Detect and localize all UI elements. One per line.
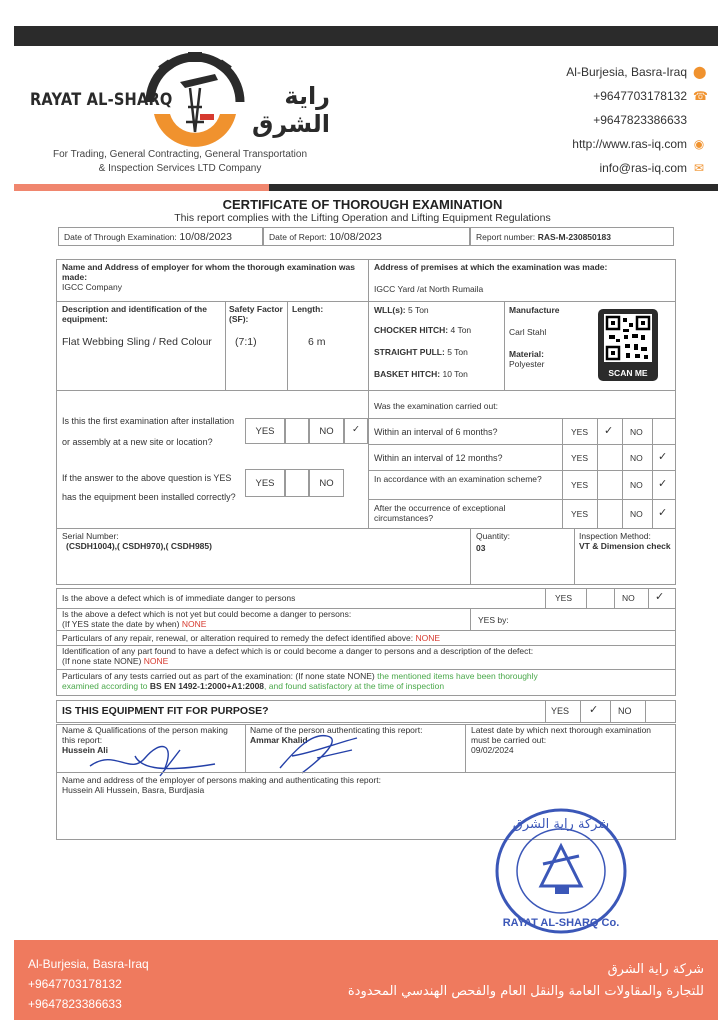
first-exam-no-check[interactable]: [344, 418, 368, 444]
wll-value: 5 Ton: [408, 305, 429, 315]
next-exam-label: Latest date by which next thorough examination must be carried out:: [471, 725, 652, 745]
vline-mid: [368, 259, 369, 400]
hline-int-0: [368, 418, 676, 419]
company-tagline: [30, 148, 330, 176]
exceptional-no-check[interactable]: ✓: [658, 507, 668, 519]
phone-icon: ☎: [693, 89, 708, 103]
question-exceptional: After the occurrence of exceptional circumstances?: [374, 503, 506, 523]
vline-fit-yes: [545, 700, 546, 723]
length-value: 6 m: [308, 336, 326, 348]
wll-label: WLL(s):: [374, 305, 406, 315]
vline-def-nocheck: [648, 588, 649, 608]
material-label: Material:: [509, 349, 544, 359]
phone-2-text: +9647823386633: [593, 113, 687, 127]
vline-no-check: [652, 418, 653, 528]
defect-future-line-2: (If YES state the date by when): [62, 619, 180, 629]
vline-fit-nocheck: [645, 700, 646, 723]
tests-block: [62, 671, 672, 691]
employer-block: [62, 262, 362, 292]
report-number-label: Report number:: [476, 232, 536, 242]
serial-block: [62, 531, 212, 551]
hline-sig: [56, 772, 676, 773]
installed-no-label: NO: [319, 478, 334, 489]
interval-heading: Was the examination carried out:: [374, 401, 498, 411]
vline-fit-check: [580, 700, 581, 723]
footer-bar: [14, 940, 718, 1020]
installed-yes-box[interactable]: [245, 469, 285, 497]
interval-12-yes[interactable]: YES: [571, 453, 589, 463]
footer-company-ar-1: شركة راية الشرق: [607, 962, 704, 977]
immediate-no[interactable]: NO: [622, 593, 635, 603]
wll-block: [374, 305, 504, 379]
contact-website[interactable]: [566, 132, 705, 156]
contact-address: [566, 60, 705, 84]
email-icon: ✉: [693, 161, 705, 175]
repair-label: Particulars of any repair, renewal, or alteration required to remedy the defect identified above:: [62, 633, 414, 643]
exceptional-yes[interactable]: YES: [571, 509, 589, 519]
interval-6-no[interactable]: NO: [630, 427, 643, 437]
employer-auth-label: Name and address of the employer of persons making and authenticating this report:: [62, 775, 381, 785]
vline-manufacture: [504, 301, 505, 390]
immediate-no-check[interactable]: ✓: [655, 591, 665, 603]
vline-quantity: [470, 528, 471, 585]
footer-phone-2: +9647823386633: [28, 997, 122, 1011]
identification-line-1: Identification of any part found to have a defect which is or could become a danger to persons and a description of the defect:: [62, 646, 534, 656]
vline-yesby: [470, 608, 471, 630]
repair-value: NONE: [415, 633, 440, 643]
straight-label: STRAIGHT PULL:: [374, 347, 445, 357]
interval-12-no-check[interactable]: ✓: [658, 451, 668, 463]
exceptional-no[interactable]: NO: [630, 509, 643, 519]
fit-no[interactable]: NO: [618, 706, 632, 716]
identification-value: NONE: [143, 656, 169, 666]
auth-label: Name of the person authenticating this report:: [250, 725, 423, 735]
fit-yes-check[interactable]: ✓: [589, 704, 599, 716]
repair-row: [62, 633, 440, 643]
defect-future-line-1: Is the above a defect which is not yet but could become a danger to persons:: [62, 609, 352, 619]
defect-future-value: NONE: [181, 619, 207, 629]
footer-contact: [28, 954, 149, 1014]
address-text: Al-Burjesia, Basra-Iraq: [566, 65, 687, 79]
checkmark-icon: ✓: [352, 424, 360, 435]
method-block: [579, 531, 674, 551]
contact-phone-2: [566, 108, 705, 132]
next-exam-value: 09/02/2024: [471, 745, 514, 755]
hline-def-4: [56, 669, 676, 670]
first-exam-yes-box[interactable]: [245, 418, 285, 444]
vline-yes-check: [597, 418, 598, 528]
tests-result-1: the mentioned items have been thoroughly: [377, 671, 538, 681]
basket-value: 10 Ton: [442, 369, 468, 379]
equipment-desc-value: Flat Webbing Sling / Red Colour: [62, 336, 212, 348]
qr-code-block[interactable]: [598, 309, 658, 381]
contact-email[interactable]: [566, 156, 705, 180]
vline-length: [287, 301, 288, 390]
interval-6-yes[interactable]: YES: [571, 427, 589, 437]
choker-label: CHOCKER HITCH:: [374, 325, 449, 335]
header-divider-accent: [14, 184, 269, 191]
question-installed-correctly: If the answer to the above question is YES has the equipment been installed correctly?: [62, 473, 236, 502]
hline-3: [56, 528, 676, 529]
header-divider-dark: [269, 184, 718, 191]
location-icon: ⬤: [693, 65, 707, 79]
defect-immediate: Is the above a defect which is of immediate danger to persons: [62, 593, 296, 603]
website-link[interactable]: http://www.ras-iq.com: [572, 137, 687, 151]
stamp-text-ar: شركة راية الشرق: [512, 817, 610, 832]
tagline-line-2: & Inspection Services LTD Company: [98, 163, 262, 174]
equipment-desc-label: Description and identification of the equipment:: [62, 304, 207, 324]
interval-6-yes-check[interactable]: ✓: [604, 425, 614, 437]
manufacture-value: Carl Stahl: [509, 327, 547, 337]
certificate-title: CERTIFICATE OF THOROUGH EXAMINATION: [222, 197, 503, 212]
footer-company-ar-2: للتجارة والمقاولات العامة والنقل العام والفحص الهندسي المحدودة: [347, 984, 704, 999]
hline-int-2: [368, 470, 676, 471]
date-exam-label: Date of Through Examination:: [64, 232, 177, 242]
sf-label: Safety Factor (SF):: [229, 304, 283, 324]
length-block: [292, 304, 362, 348]
scan-me-label: SCAN ME: [608, 368, 648, 378]
question-interval-12: Within an interval of 12 months?: [374, 453, 503, 463]
maker-label: Name & Qualifications of the person making this report:: [62, 725, 228, 745]
serial-label: Serial Number:: [62, 531, 119, 541]
first-exam-yes-check[interactable]: [285, 418, 309, 444]
tests-result-2: examined according to: [62, 681, 148, 691]
vline-def-yescheck: [586, 588, 587, 608]
question-interval-6: Within an interval of 6 months?: [374, 427, 498, 437]
report-number-cell: [470, 227, 674, 246]
date-report-label: Date of Report:: [269, 232, 327, 242]
maker-value: Hussein Ali: [62, 745, 108, 755]
vline-method: [574, 528, 575, 585]
scheme-no[interactable]: NO: [630, 480, 643, 490]
header-top-bar: [14, 26, 718, 46]
website-icon: ◉: [693, 137, 705, 151]
vline-mid-2: [368, 390, 369, 528]
tagline-line-1: For Trading, General Contracting, General Transportation: [52, 149, 308, 160]
hline-int-1: [368, 444, 676, 445]
manufacture-block: [509, 305, 599, 369]
vline-def-no: [614, 588, 615, 608]
scheme-yes[interactable]: YES: [571, 480, 589, 490]
hline-1: [56, 301, 676, 302]
employer-label: Name and Address of employer for whom the thorough examination was made:: [62, 262, 355, 282]
fit-question: IS THIS EQUIPMENT FIT FOR PURPOSE?: [62, 705, 269, 717]
quantity-label: Quantity:: [476, 531, 511, 541]
serial-value: (CSDH1004),( CSDH970),( CSDH985): [66, 541, 212, 551]
basket-label: BASKET HITCH:: [374, 369, 441, 379]
contact-block: [566, 60, 708, 180]
vline-yes: [562, 418, 563, 528]
tests-label: Particulars of any tests carried out as part of the examination: (If none state NONE): [62, 671, 375, 681]
hline-int-3: [368, 499, 676, 500]
stamp-text-en: RAYAT AL-SHARQ Co.: [502, 917, 620, 929]
vline-fit-no: [610, 700, 611, 723]
phone-1-text: +9647703178132: [593, 89, 687, 103]
vline-sig-2: [465, 724, 466, 772]
date-report-value: 10/08/2023: [329, 231, 382, 243]
employer-auth-block: [62, 775, 662, 795]
date-exam-value: 10/08/2023: [179, 231, 232, 243]
question-scheme: In accordance with an examination scheme?: [374, 474, 542, 484]
length-label: Length:: [292, 304, 324, 314]
sf-value: (7:1): [235, 336, 257, 348]
hline-2: [56, 390, 368, 391]
question-first-exam: Is this the first examination after installation or assembly at a new site or location?: [62, 416, 235, 447]
scheme-no-check[interactable]: ✓: [658, 478, 668, 490]
defect-future-block: [62, 609, 351, 629]
material-value: Polyester: [509, 359, 545, 369]
footer-address: Al-Burjesia, Basra-Iraq: [28, 957, 149, 971]
interval-12-no[interactable]: NO: [630, 453, 643, 463]
qr-code-icon: [604, 314, 652, 362]
employer-value: IGCC Company: [62, 282, 122, 292]
company-stamp: [493, 806, 629, 936]
manufacture-label: Manufacture: [509, 305, 560, 315]
method-value: VT & Dimension check: [579, 541, 671, 551]
first-exam-no-box[interactable]: [309, 418, 344, 444]
first-exam-yes-label: YES: [255, 426, 275, 437]
installed-yes-check[interactable]: [285, 469, 309, 497]
company-logo: [30, 52, 330, 180]
tests-standard: BS EN 1492-1:2000+A1:2008: [149, 681, 265, 691]
hline-2b: [368, 390, 676, 391]
employer-auth-value: Hussein Ali Hussein, Basra, Burdjasia: [62, 785, 205, 795]
tests-result-3: , and found satisfactory at the time of inspection: [264, 681, 445, 691]
identification-block: [62, 646, 533, 666]
premises-value: IGCC Yard /at North Rumaila: [374, 284, 484, 294]
maker-signature-icon: [85, 738, 220, 780]
next-exam-block: [471, 725, 671, 755]
yes-by-label: YES by:: [478, 615, 509, 625]
vline-def-yes: [545, 588, 546, 608]
certificate-subtitle: This report complies with the Lifting Operation and Lifting Equipment Regulations: [174, 212, 551, 224]
premises-label: Address of premises at which the examination was made:: [374, 262, 608, 272]
sf-block: [229, 304, 284, 348]
hline-def-2: [56, 630, 676, 631]
date-exam-cell: [58, 227, 263, 246]
vline-sig-1: [245, 724, 246, 772]
vline-no: [622, 418, 623, 528]
premises-block: [374, 262, 674, 294]
email-link[interactable]: info@ras-iq.com: [599, 161, 687, 175]
choker-value: 4 Ton: [450, 325, 472, 335]
quantity-value: 03: [476, 543, 486, 553]
immediate-yes[interactable]: YES: [555, 593, 573, 603]
brand-name-en: RAYAT AL-SHARQ: [30, 90, 173, 110]
report-number-value: RAS-M-230850183: [537, 232, 611, 242]
auth-signature-icon: [272, 728, 362, 778]
identification-line-2: (If none state NONE): [62, 656, 142, 666]
equipment-desc-block: [62, 304, 222, 349]
date-report-cell: [263, 227, 470, 246]
footer-phone-1: +9647703178132: [28, 977, 122, 991]
method-label: Inspection Method:: [579, 531, 651, 541]
contact-phone-1: [566, 84, 708, 108]
straight-value: 5 Ton: [447, 347, 468, 357]
quantity-block: [476, 531, 510, 553]
vline-sf: [225, 301, 226, 390]
auth-value: Ammar Khalid: [250, 735, 308, 745]
fit-yes[interactable]: YES: [551, 706, 570, 716]
installed-no-box[interactable]: [309, 469, 344, 497]
installed-yes-label: YES: [255, 478, 275, 489]
first-exam-no-label: NO: [319, 426, 334, 437]
brand-name-ar: راية الشرق: [251, 82, 330, 138]
